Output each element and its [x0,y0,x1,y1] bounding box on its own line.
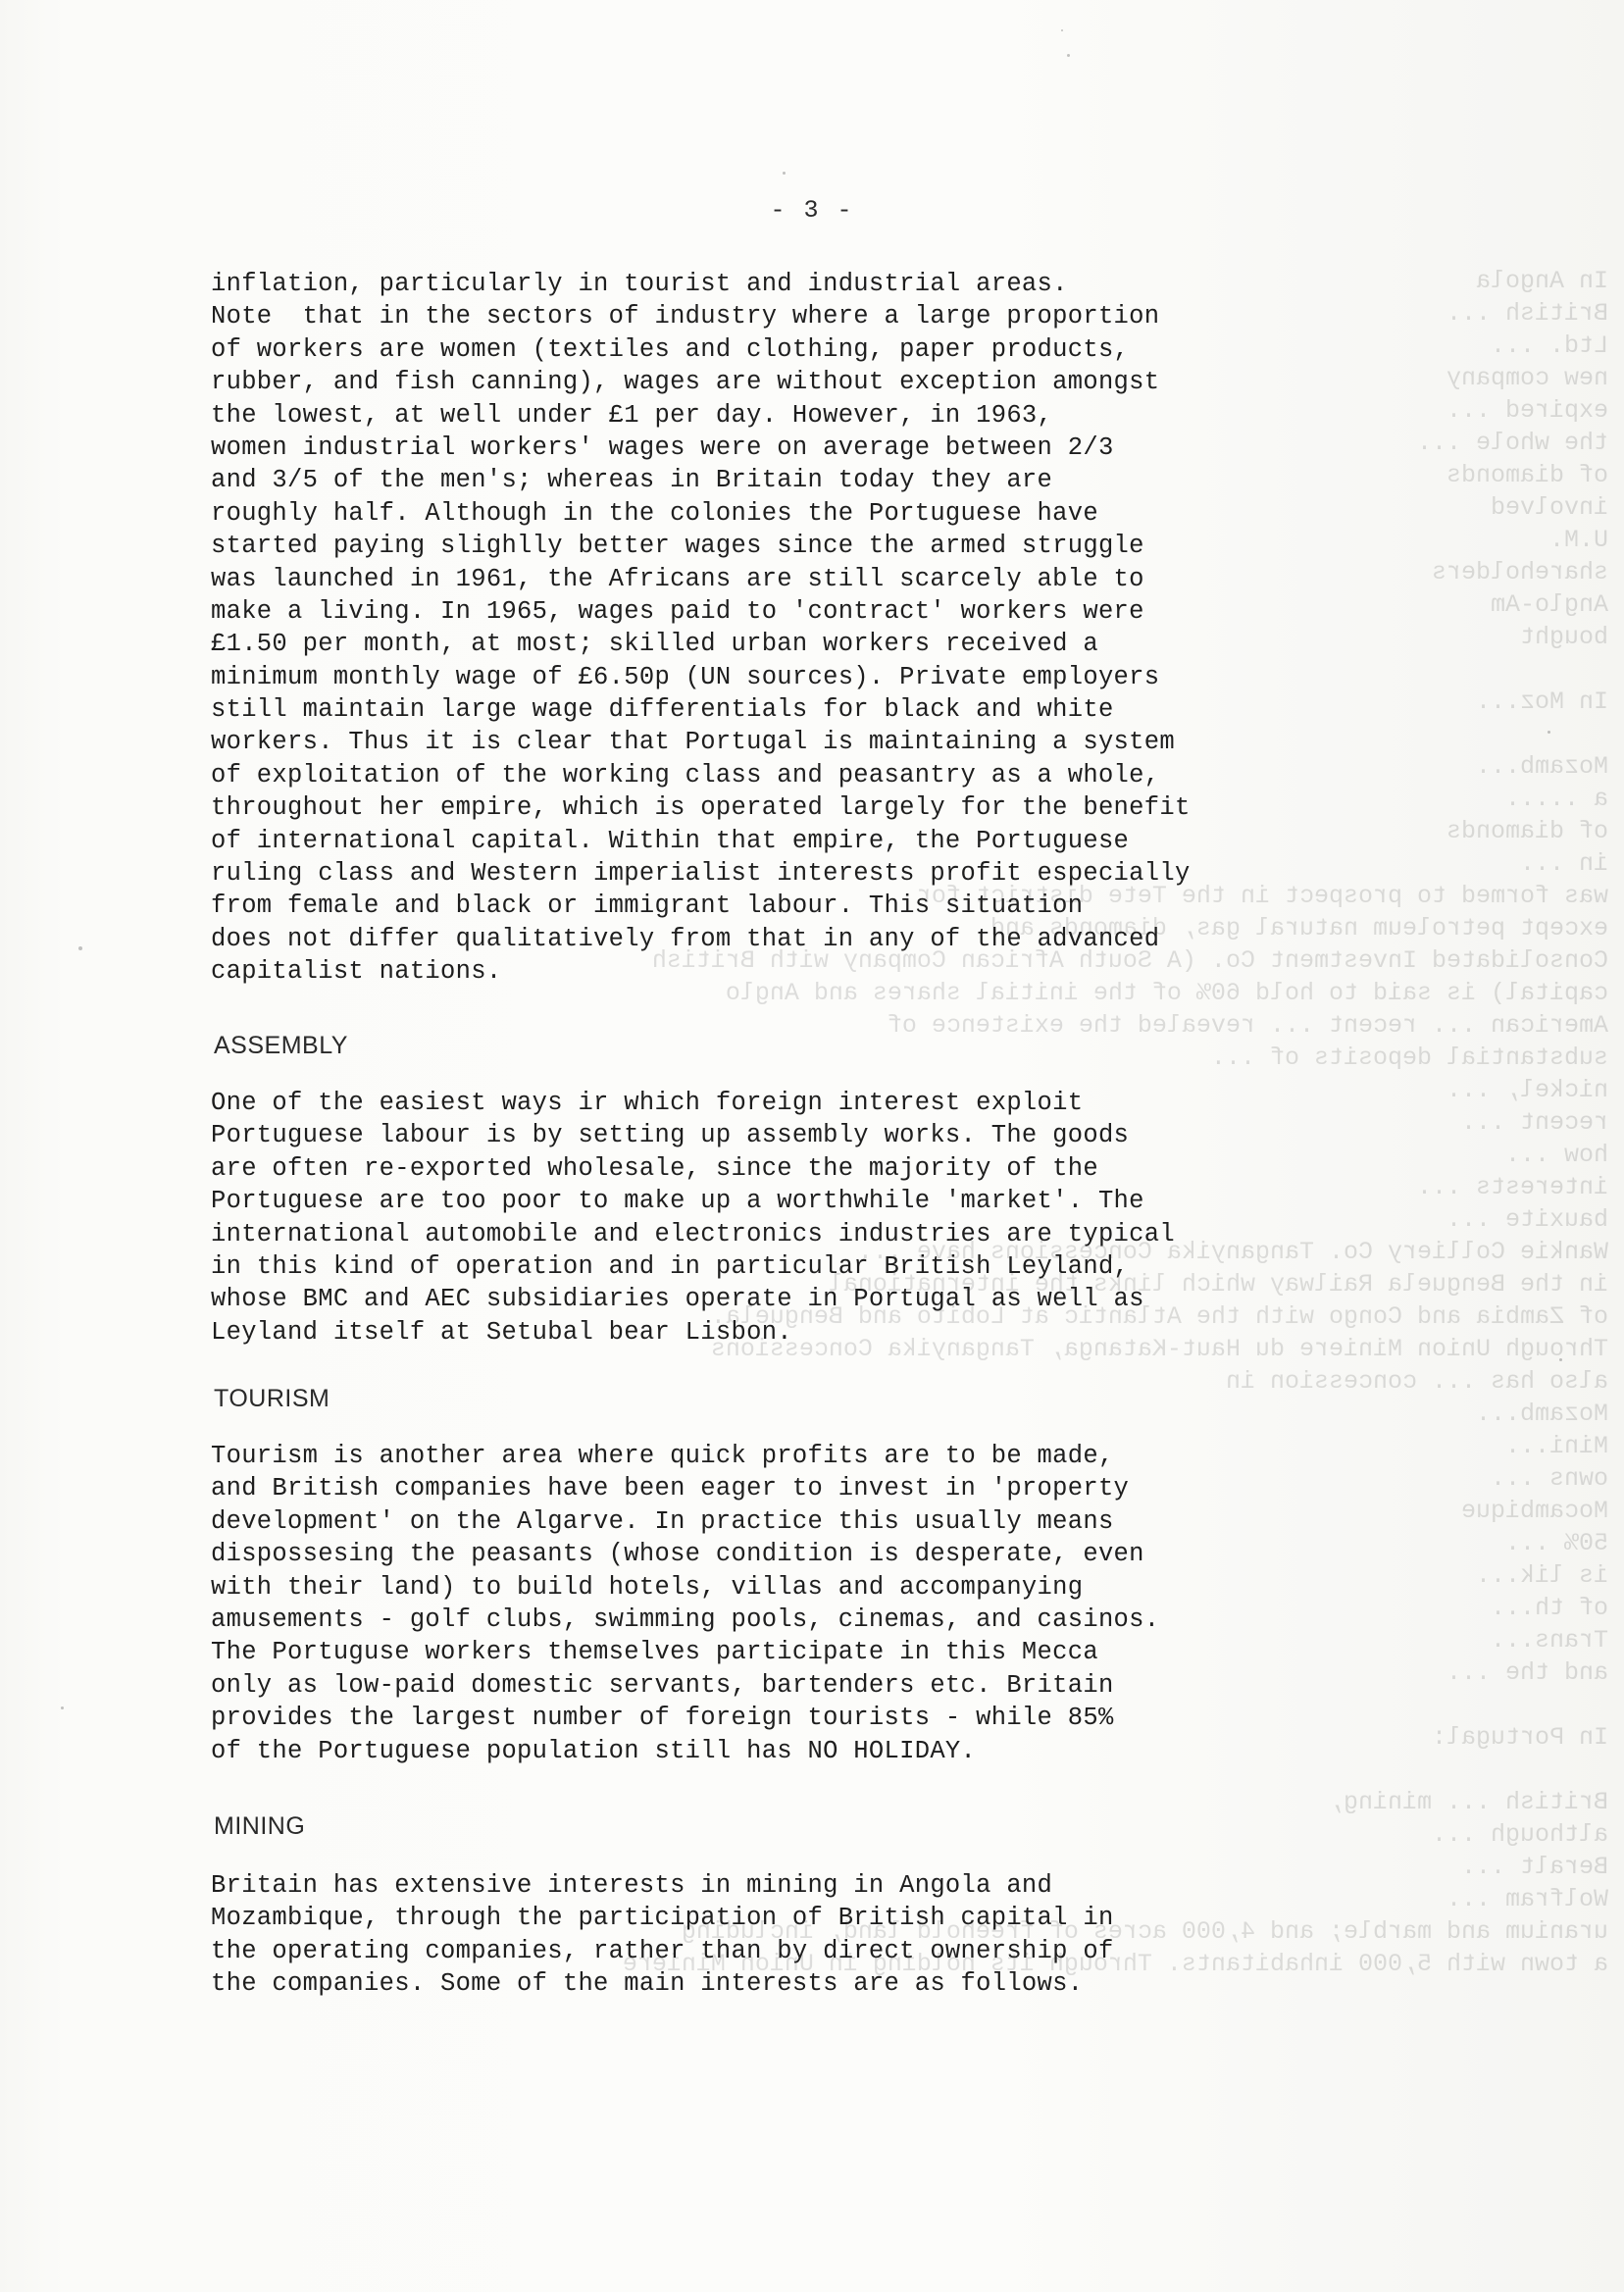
text-line: international automobile and electronics industries are typical [211,1219,1175,1248]
text-line: dispossesing the peasants (whose condition is desperate, even [211,1540,1144,1569]
text-line: only as low-paid domestic servants, bartenders etc. Britain [211,1670,1114,1700]
show-through-line: capital) is said to hold 60% of the initial shares and Anglo [725,979,1608,1007]
text-line: of the Portuguese population still has NO HOLIDAY. [211,1736,977,1765]
mining-paragraph [211,1869,1505,2001]
text-line: Tourism is another area where quick profits are to be made, [211,1442,1114,1470]
show-through-line: a ..... [1504,785,1608,813]
text-line: and 3/5 of the men's; whereas in Britain today they are [211,466,1053,495]
show-through-line: involved [1490,493,1608,522]
text-line: minimum monthly wage of £6.50p (UN sources). Private employers [211,662,1160,691]
text-line: started paying slighlly better wages since the armed struggle [211,532,1144,561]
show-through-line: interests ... [1416,1173,1608,1201]
text-line: are often re-exported wholesale, since the majority of the [211,1153,1098,1183]
tourism-paragraph [211,1440,1505,1767]
show-through-line: Beralt ... [1460,1853,1608,1881]
show-through-line: Wankie Colliery Co. Tanganyika Concessions have ... [857,1238,1608,1266]
show-through-line: Mocambique [1460,1497,1608,1525]
text-line: Note that in the sectors of industry where a large proportion [211,302,1160,331]
text-line: of international capital. Within that empire, the Portuguese [211,826,1130,855]
show-through-line: Consolidated Investment Co. (A South African Company with British [651,946,1608,975]
show-through-line: Ltd. ... [1490,331,1608,360]
paper-speck [1559,1358,1562,1361]
show-through-line: expired ... [1446,396,1608,425]
text-line: from female and black or immigrant labour. This situation [211,891,1084,921]
text-line: development' on the Algarve. In practice this usually means [211,1506,1114,1536]
show-through-line: Trans... [1490,1626,1608,1655]
text-line: roughly half. Although in the colonies the Portuguese have [211,498,1098,528]
show-through-line: was formed to prospect in the Tete district for [916,882,1608,910]
show-through-line: Wolfram ... [1446,1885,1608,1913]
show-through-line: how ... [1504,1141,1608,1169]
show-through-line: the whole ... [1416,429,1608,457]
show-through-line: bauxite ... [1446,1205,1608,1234]
page-number: - 3 - [770,196,854,225]
show-through-line: In Moz... [1475,688,1608,716]
show-through-line: recent ... [1460,1108,1608,1137]
text-line: throughout her empire, which is operated largely for the benefit [211,793,1191,823]
paper-speck [1061,29,1063,31]
show-through-line: in ... [1519,849,1608,878]
text-line: rubber, and fish canning), wages are without exception amongst [211,368,1160,397]
text-line: with their land) to build hotels, villas and accompanying [211,1572,1084,1602]
show-through-line: also has ... concession in [1225,1367,1608,1396]
paper-speck [783,172,786,175]
text-line: and British companies have been eager to invest in 'property [211,1474,1130,1503]
show-through-line: new company [1446,364,1608,392]
text-line: Mozambique, through the participation of British capital in [211,1904,1114,1933]
text-line: One of the easiest ways ir which foreign interest exploit [211,1089,1084,1117]
text-line: make a living. In 1965, wages paid to 'contract' workers were [211,596,1144,626]
paper-speck [78,946,82,950]
section-heading-assembly: ASSEMBLY [214,1032,348,1059]
show-through-line: except petroleum natural gas, diamonds and [990,914,1608,942]
text-line: the companies. Some of the main interests are as follows. [211,1969,1084,1999]
show-through-line: Through Union Miniere du Haut-Katanga, Tanganyika Concessions [710,1335,1608,1363]
show-through-line: of th... [1490,1594,1608,1622]
text-line: was launched in 1961, the Africans are still scarcely able to [211,564,1144,593]
text-line: workers. Thus it is clear that Portugal is maintaining a system [211,728,1175,757]
text-line: inflation, particularly in tourist and industrial areas. [211,270,1068,298]
show-through-line: uranium and marble; and 4,000 acres of freehold land, including [681,1917,1608,1946]
show-through-line: and the ... [1446,1658,1608,1687]
show-through-line: In Portugal: [1431,1723,1608,1752]
show-through-line: nickel, ... [1446,1076,1608,1104]
text-line: of workers are women (textiles and clothing, paper products, [211,334,1130,364]
show-through-line: Mozamb... [1475,1400,1608,1428]
show-through-line: owns ... [1490,1464,1608,1493]
show-through-line: Anglo-Am [1490,590,1608,619]
text-line: Portuguese are too poor to make up a worthwhile 'market'. The [211,1187,1144,1216]
text-line: women industrial workers' wages were on average between 2/3 [211,433,1114,462]
show-through-line: a town with 5,000 inhabitants. Through its holding in Union Miniere [622,1950,1608,1978]
section-heading-mining: MINING [214,1812,306,1840]
show-through-line: Mozamb... [1475,752,1608,781]
text-line: the lowest, at well under £1 per day. However, in 1963, [211,400,1053,430]
show-through-line: Mini... [1504,1432,1608,1460]
text-line: whose BMC and AEC subsidiaries operate in Portugal as well as [211,1285,1144,1314]
show-through-line: is lik... [1475,1561,1608,1590]
paper-speck [1548,731,1550,734]
text-line: Leyland itself at Setubal bear Lisbon. [211,1317,792,1347]
show-through-line: of diamonds [1446,817,1608,845]
show-through-line: 50% ... [1504,1529,1608,1557]
intro-paragraph [211,268,1505,989]
show-through-line: of Zambia and Congo with the Atlantic at Lobito and Benguela. [710,1302,1608,1331]
text-line: provides the largest number of foreign tourists - while 85% [211,1704,1114,1733]
text-line: Portuguese labour is by setting up assembly works. The goods [211,1121,1130,1150]
show-through-line: substantial deposits of ... [1210,1044,1608,1072]
assembly-paragraph [211,1087,1505,1349]
show-through-line: of diamonds [1446,461,1608,489]
paper-speck [61,1706,64,1709]
show-through-line: although ... [1431,1820,1608,1849]
text-line: £1.50 per month, at most; skilled urban workers received a [211,630,1098,659]
text-line: The Portuguse workers themselves participate in this Mecca [211,1638,1098,1667]
show-through-line: In Angola [1475,267,1608,295]
text-line: capitalist nations. [211,957,502,987]
text-line: ruling class and Western imperialist interests profit especially [211,859,1191,889]
show-through-line: American ... recent ... revealed the existence of [887,1011,1608,1040]
show-through-line: shareholders [1431,558,1608,586]
text-line: amusements - golf clubs, swimming pools, cinemas, and casinos. [211,1604,1160,1634]
show-through-line: British ... [1446,299,1608,328]
show-through-line: in the Benguela Railway which links the international [828,1270,1608,1299]
text-line: still maintain large wage differentials for black and white [211,695,1114,725]
show-through-line: British ... mining, [1328,1788,1608,1816]
show-through-line: U.M. [1548,526,1608,554]
text-line: of exploitation of the working class and peasantry as a whole, [211,760,1160,789]
text-line: does not differ qualitatively from that in any of the advanced [211,924,1160,953]
text-line: Britain has extensive interests in mining in Angola and [211,1871,1053,1900]
section-heading-tourism: TOURISM [214,1385,330,1412]
text-line: in this kind of operation and in particular British Leyland, [211,1251,1130,1281]
text-line: the operating companies, rather than by direct ownership of [211,1936,1114,1965]
show-through-line: bought [1519,623,1608,651]
paper-speck [1067,54,1070,57]
